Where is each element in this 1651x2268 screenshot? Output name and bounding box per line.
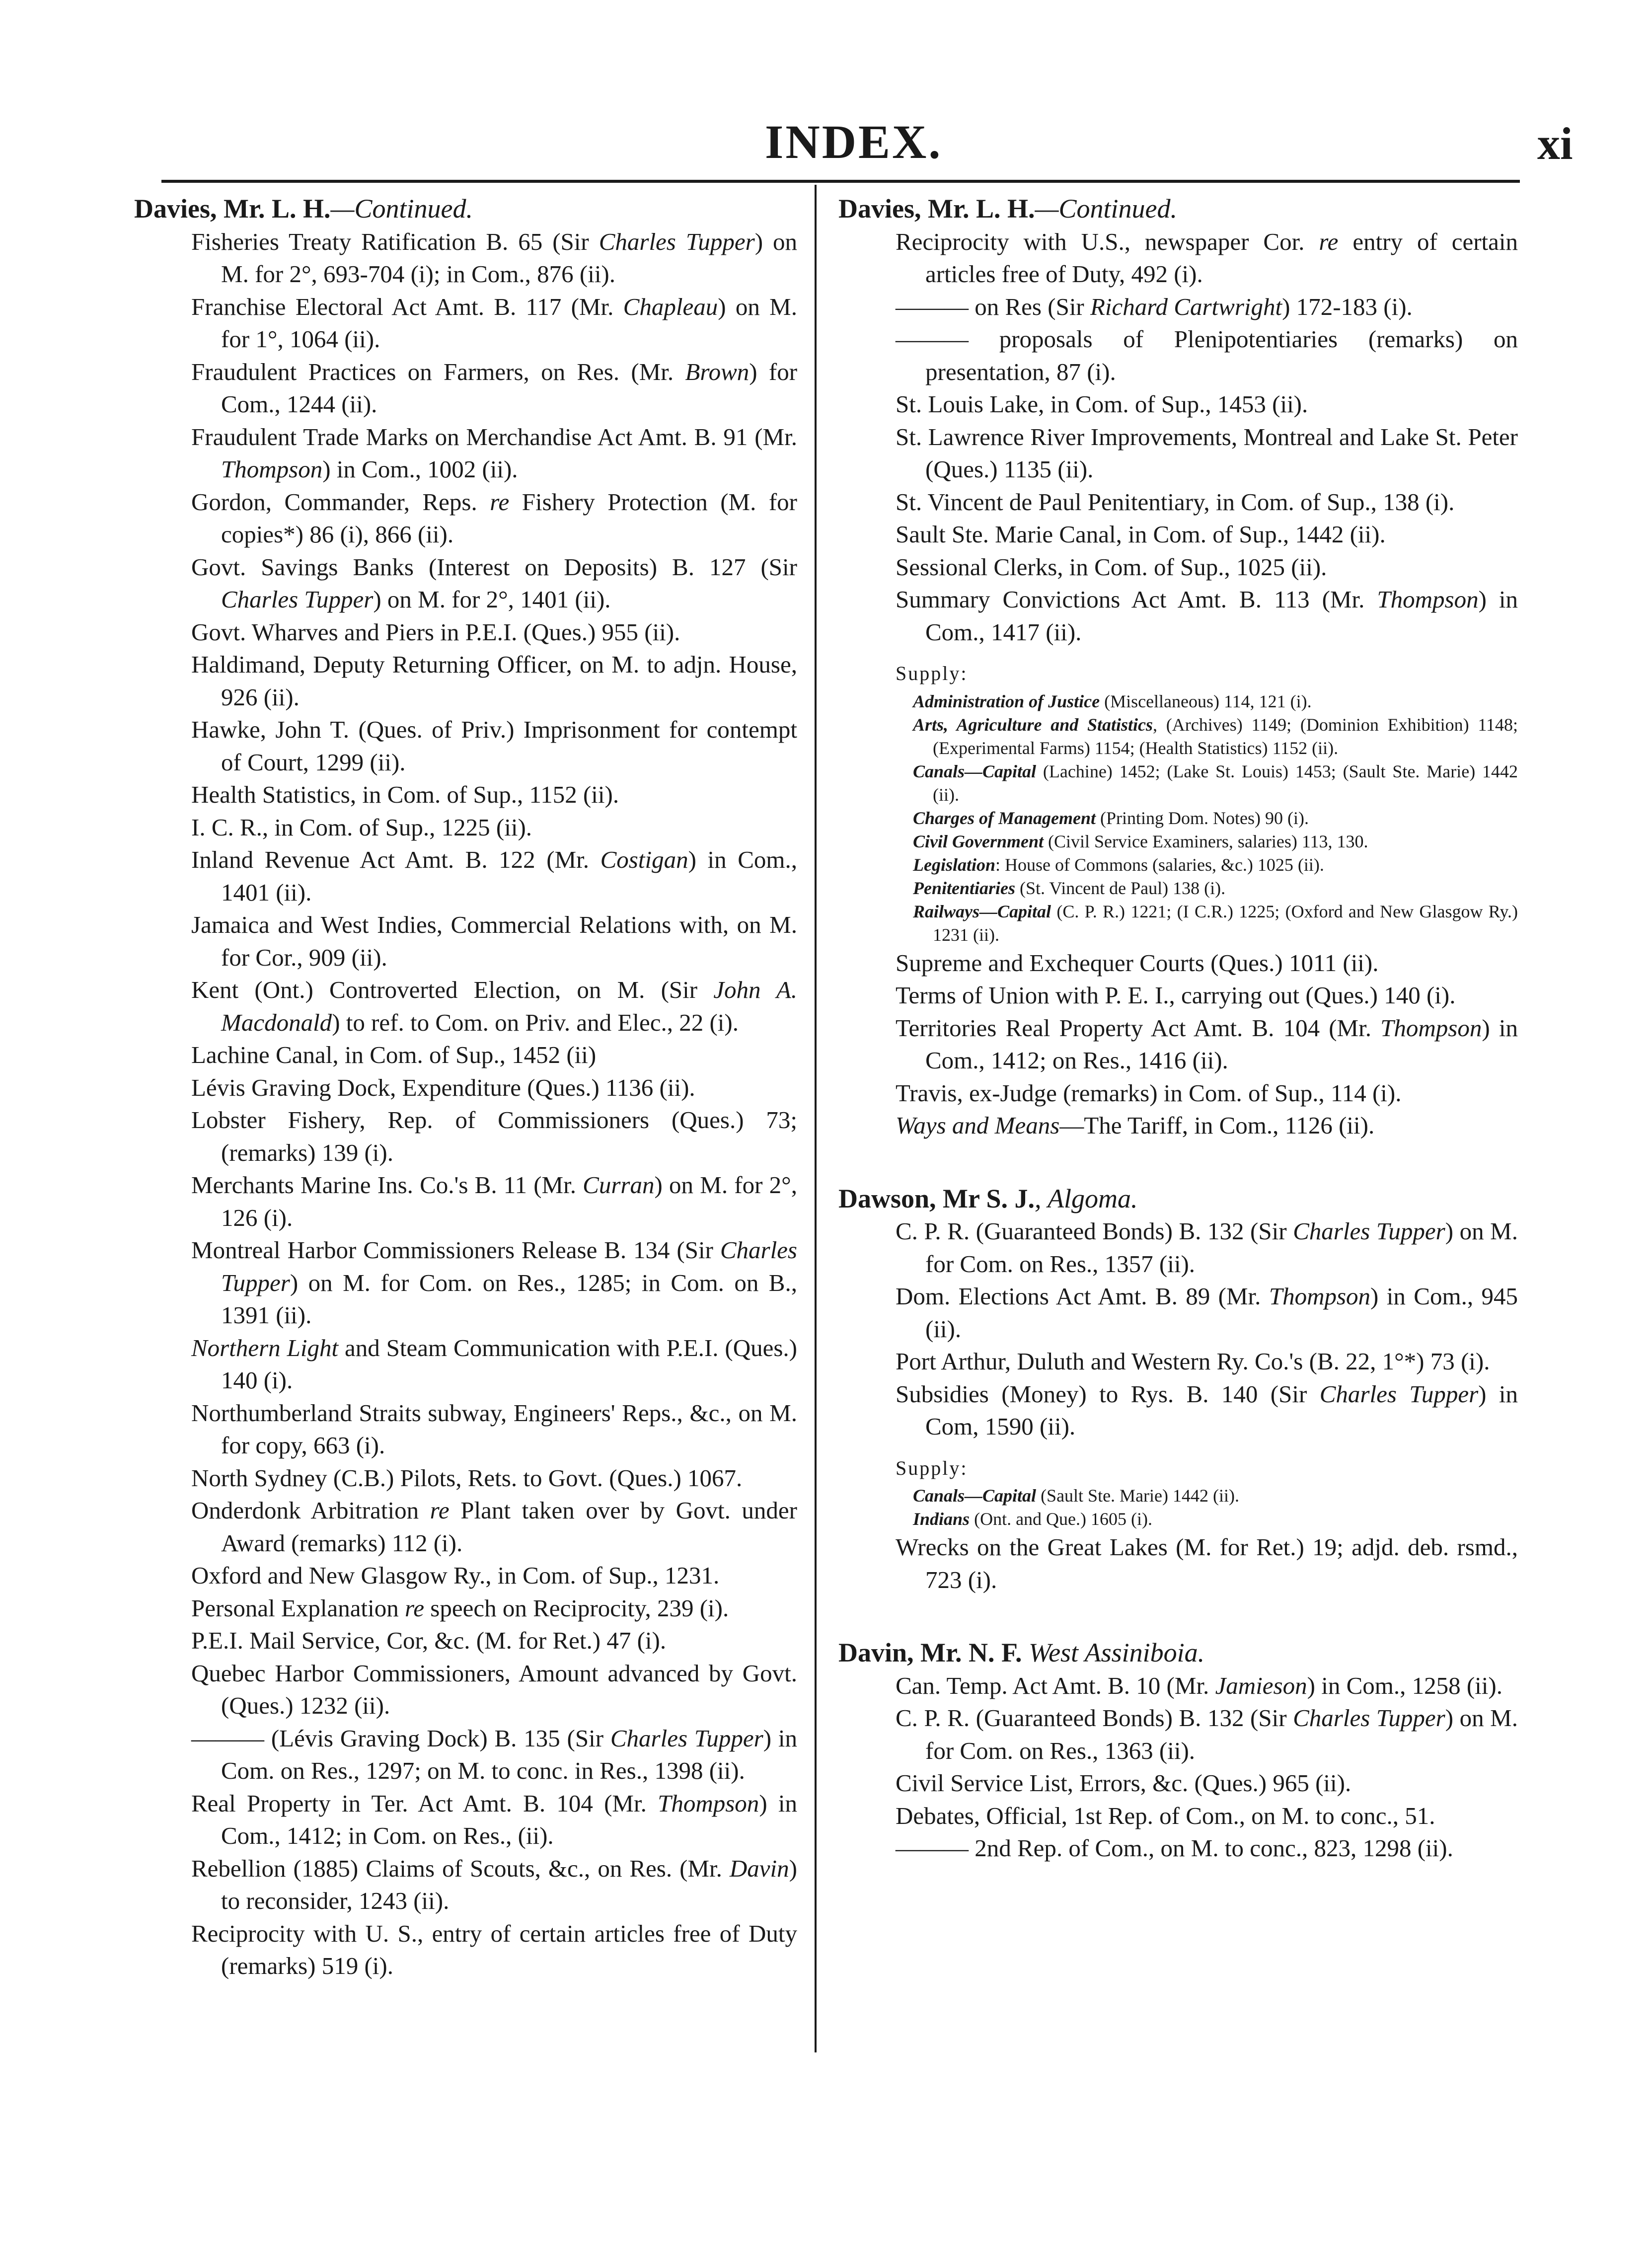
index-entry: ——— (Lévis Graving Dock) B. 135 (Sir Charles Tupper) in Com. on Res., 1297; on M. to conc. in Res., 1398 (ii).: [191, 1724, 797, 1784]
heading-suffix: , Algoma.: [1035, 1183, 1138, 1213]
index-entry: Haldimand, Deputy Returning Officer, on M. to adjn. House, 926 (ii).: [191, 651, 797, 711]
index-entry: Lévis Graving Dock, Expenditure (Ques.) 1136 (ii).: [191, 1073, 695, 1101]
entry-heading-davin: [838, 1637, 1518, 1669]
index-entry: Debates, Official, 1st Rep. of Com., on M. to conc., 51.: [896, 1802, 1435, 1829]
supply-item: Railways—Capital (C. P. R.) 1221; (I C.R.) 1225; (Oxford and New Glasgow Ry.) 1231 (ii).: [913, 901, 1518, 945]
index-entry: ——— 2nd Rep. of Com., on M. to conc., 823, 1298 (ii).: [896, 1834, 1453, 1862]
index-entry: Kent (Ont.) Controverted Election, on M. (Sir John A. Macdonald) to ref. to Com. on Priv. and Elec., 22 (i).: [191, 976, 798, 1036]
index-entry: Franchise Electoral Act Amt. B. 117 (Mr. Chapleau) on M. for 1°, 1064 (ii).: [191, 293, 798, 353]
index-entry: Supreme and Exchequer Courts (Ques.) 1011 (ii).: [896, 949, 1379, 977]
heading-suffix: West Assiniboia.: [1022, 1638, 1205, 1667]
supply-list: [838, 690, 1518, 947]
heading-name: Davies, Mr. L. H.: [838, 194, 1035, 224]
index-entry: Terms of Union with P. E. I., carrying out (Ques.) 140 (i).: [896, 982, 1456, 1009]
supply-item: Indians (Ont. and Que.) 1605 (i).: [913, 1509, 1152, 1529]
index-entry: Fisheries Treaty Ratification B. 65 (Sir Charles Tupper) on M. for 2°, 693-704 (i); in Com., 876 (ii).: [191, 227, 797, 288]
index-entry: Sault Ste. Marie Canal, in Com. of Sup., 1442 (ii).: [896, 521, 1386, 548]
index-entry: Summary Convictions Act Amt. B. 113 (Mr. Thompson) in Com., 1417 (ii).: [896, 586, 1518, 646]
index-entry: St. Louis Lake, in Com. of Sup., 1453 (ii).: [896, 390, 1308, 418]
index-entry: Govt. Wharves and Piers in P.E.I. (Ques.) 955 (ii).: [191, 618, 680, 646]
index-entry: Reciprocity with U. S., entry of certain articles free of Duty (remarks) 519 (i).: [191, 1919, 797, 1979]
heading-name: Davin, Mr. N. F.: [838, 1638, 1022, 1667]
index-entry: Fraudulent Trade Marks on Merchandise Act Amt. B. 91 (Mr. Thompson) in Com., 1002 (ii).: [191, 423, 797, 483]
index-entry: ——— on Res (Sir Richard Cartwright) 172-183 (i).: [896, 293, 1413, 320]
index-entry: C. P. R. (Guaranteed Bonds) B. 132 (Sir Charles Tupper) on M. for Com. on Res., 1363 (ii).: [896, 1704, 1518, 1764]
index-entry: Northumberland Straits subway, Engineers' Reps., &c., on M. for copy, 663 (i).: [191, 1399, 797, 1459]
supply-item: Charges of Management (Printing Dom. Notes) 90 (i).: [913, 808, 1309, 828]
index-entry: Territories Real Property Act Amt. B. 104 (Mr. Thompson) in Com., 1412; on Res., 1416 (ii).: [896, 1014, 1518, 1074]
running-head: [0, 114, 1651, 169]
index-entry: Onderdonk Arbitration re Plant taken over by Govt. under Award (remarks) 112 (i).: [191, 1497, 797, 1557]
entry-heading-dawson: [838, 1183, 1518, 1215]
entry-list: [838, 1669, 1518, 1865]
index-entry: St. Vincent de Paul Penitentiary, in Com. of Sup., 138 (i).: [896, 488, 1455, 516]
page-number: xi: [1537, 118, 1573, 169]
supply-label: Supply:: [896, 662, 968, 684]
supply-item: Civil Government (Civil Service Examiners, salaries) 113, 130.: [913, 831, 1368, 851]
supply-item: Arts, Agriculture and Statistics, (Archives) 1149; (Dominion Exhibition) 1148; (Experimental Farms) 1154; (Health Statistics) 1152 (ii).: [913, 714, 1518, 758]
index-entry: North Sydney (C.B.) Pilots, Rets. to Govt. (Ques.) 1067.: [191, 1464, 743, 1492]
index-entry: Govt. Savings Banks (Interest on Deposits) B. 127 (Sir Charles Tupper) on M. for 2°, 1401 (ii).: [191, 553, 797, 613]
index-entry: C. P. R. (Guaranteed Bonds) B. 132 (Sir Charles Tupper) on M. for Com. on Res., 1357 (ii).: [896, 1217, 1518, 1278]
index-entry: I. C. R., in Com. of Sup., 1225 (ii).: [191, 813, 532, 841]
supply-label: Supply:: [896, 1456, 968, 1479]
index-entry: P.E.I. Mail Service, Cor, &c. (M. for Ret.) 47 (i).: [191, 1627, 667, 1654]
index-entry: Oxford and New Glasgow Ry., in Com. of Sup., 1231.: [191, 1562, 720, 1589]
index-entry: Rebellion (1885) Claims of Scouts, &c., on Res. (Mr. Davin) to reconsider, 1243 (ii).: [191, 1854, 797, 1914]
index-entry: St. Lawrence River Improvements, Montreal and Lake St. Peter (Ques.) 1135 (ii).: [896, 423, 1518, 483]
page-title: INDEX.: [765, 115, 943, 168]
supply-item: Canals—Capital (Lachine) 1452; (Lake St. Louis) 1453; (Sault Ste. Marie) 1442 (ii).: [913, 761, 1518, 805]
heading-name: Davies, Mr. L. H.: [134, 194, 331, 224]
index-entry: Gordon, Commander, Reps. re Fishery Protection (M. for copies*) 86 (i), 866 (ii).: [191, 488, 797, 548]
index-entry: Northern Light and Steam Communication with P.E.I. (Ques.) 140 (i).: [191, 1334, 797, 1394]
header-rule: [161, 180, 1520, 183]
index-entry: Ways and Means—The Tariff, in Com., 1126 (ii).: [896, 1112, 1375, 1139]
index-entry: Can. Temp. Act Amt. B. 10 (Mr. Jamieson) in Com., 1258 (ii).: [896, 1671, 1502, 1699]
section-gap: [838, 1596, 1518, 1637]
section-gap: [838, 1142, 1518, 1183]
index-entry: Lachine Canal, in Com. of Sup., 1452 (ii): [191, 1041, 597, 1068]
index-entry: ——— proposals of Plenipotentiaries (remarks) on presentation, 87 (i).: [896, 325, 1518, 385]
index-entry: Hawke, John T. (Ques. of Priv.) Imprisonment for contempt of Court, 1299 (ii).: [191, 716, 797, 776]
heading-suffix: —Continued.: [1035, 194, 1177, 224]
index-entry: Subsidies (Money) to Rys. B. 140 (Sir Charles Tupper) in Com, 1590 (ii).: [896, 1380, 1518, 1440]
supply-item: Legislation: House of Commons (salaries, &c.) 1025 (ii).: [913, 854, 1324, 875]
index-entry: Wrecks on the Great Lakes (M. for Ret.) 19; adjd. deb. rsmd., 723 (i).: [896, 1533, 1518, 1593]
index-entry: Montreal Harbor Commissioners Release B. 134 (Sir Charles Tupper) on M. for Com. on Res., 1285; in Com. on B., 1391 (ii).: [191, 1236, 797, 1329]
heading-name: Dawson, Mr S. J.: [838, 1183, 1035, 1213]
entry-list: [838, 1531, 1518, 1596]
entry-heading-davies-continued: [838, 193, 1518, 226]
entry-heading-davies: [134, 193, 797, 226]
index-entry: Personal Explanation re speech on Reciprocity, 239 (i).: [191, 1594, 729, 1622]
entry-list: [838, 947, 1518, 1142]
index-entry: Jamaica and West Indies, Commercial Relations with, on M. for Cor., 909 (ii).: [191, 911, 797, 971]
index-entry: Fraudulent Practices on Farmers, on Res. (Mr. Brown) for Com., 1244 (ii).: [191, 358, 798, 418]
entry-list: [838, 226, 1518, 649]
entry-list: [838, 1215, 1518, 1443]
index-entry: Merchants Marine Ins. Co.'s B. 11 (Mr. Curran) on M. for 2°, 126 (i).: [191, 1171, 797, 1231]
index-entry: Port Arthur, Duluth and Western Ry. Co.'s (B. 22, 1°*) 73 (i).: [896, 1348, 1490, 1375]
heading-suffix: —Continued.: [330, 194, 473, 224]
index-entry: Lobster Fishery, Rep. of Commissioners (Ques.) 73; (remarks) 139 (i).: [191, 1106, 797, 1166]
left-column: [134, 193, 797, 1982]
supply-item: Administration of Justice (Miscellaneous) 114, 121 (i).: [913, 691, 1312, 711]
index-entry: Dom. Elections Act Amt. B. 89 (Mr. Thompson) in Com., 945 (ii).: [896, 1283, 1518, 1343]
supply-list: [838, 1484, 1518, 1531]
right-column: [838, 193, 1518, 1865]
index-entry: Real Property in Ter. Act Amt. B. 104 (Mr. Thompson) in Com., 1412; in Com. on Res., (ii).: [191, 1789, 797, 1849]
supply-item: Penitentiaries (St. Vincent de Paul) 138 (i).: [913, 878, 1226, 898]
supply-item: Canals—Capital (Sault Ste. Marie) 1442 (ii).: [913, 1486, 1239, 1506]
index-entry: Reciprocity with U.S., newspaper Cor. re entry of certain articles free of Duty, 492 (i).: [896, 227, 1518, 288]
index-entry: Sessional Clerks, in Com. of Sup., 1025 (ii).: [896, 553, 1327, 581]
index-entry: Civil Service List, Errors, &c. (Ques.) 965 (ii).: [896, 1769, 1351, 1797]
index-entry: Quebec Harbor Commissioners, Amount advanced by Govt. (Ques.) 1232 (ii).: [191, 1659, 797, 1719]
index-entry: Health Statistics, in Com. of Sup., 1152 (ii).: [191, 781, 619, 808]
column-divider: [815, 185, 817, 2052]
index-entry: Inland Revenue Act Amt. B. 122 (Mr. Costigan) in Com., 1401 (ii).: [191, 846, 797, 906]
entry-list: [134, 226, 797, 1982]
index-entry: Travis, ex-Judge (remarks) in Com. of Sup., 114 (i).: [896, 1079, 1402, 1107]
